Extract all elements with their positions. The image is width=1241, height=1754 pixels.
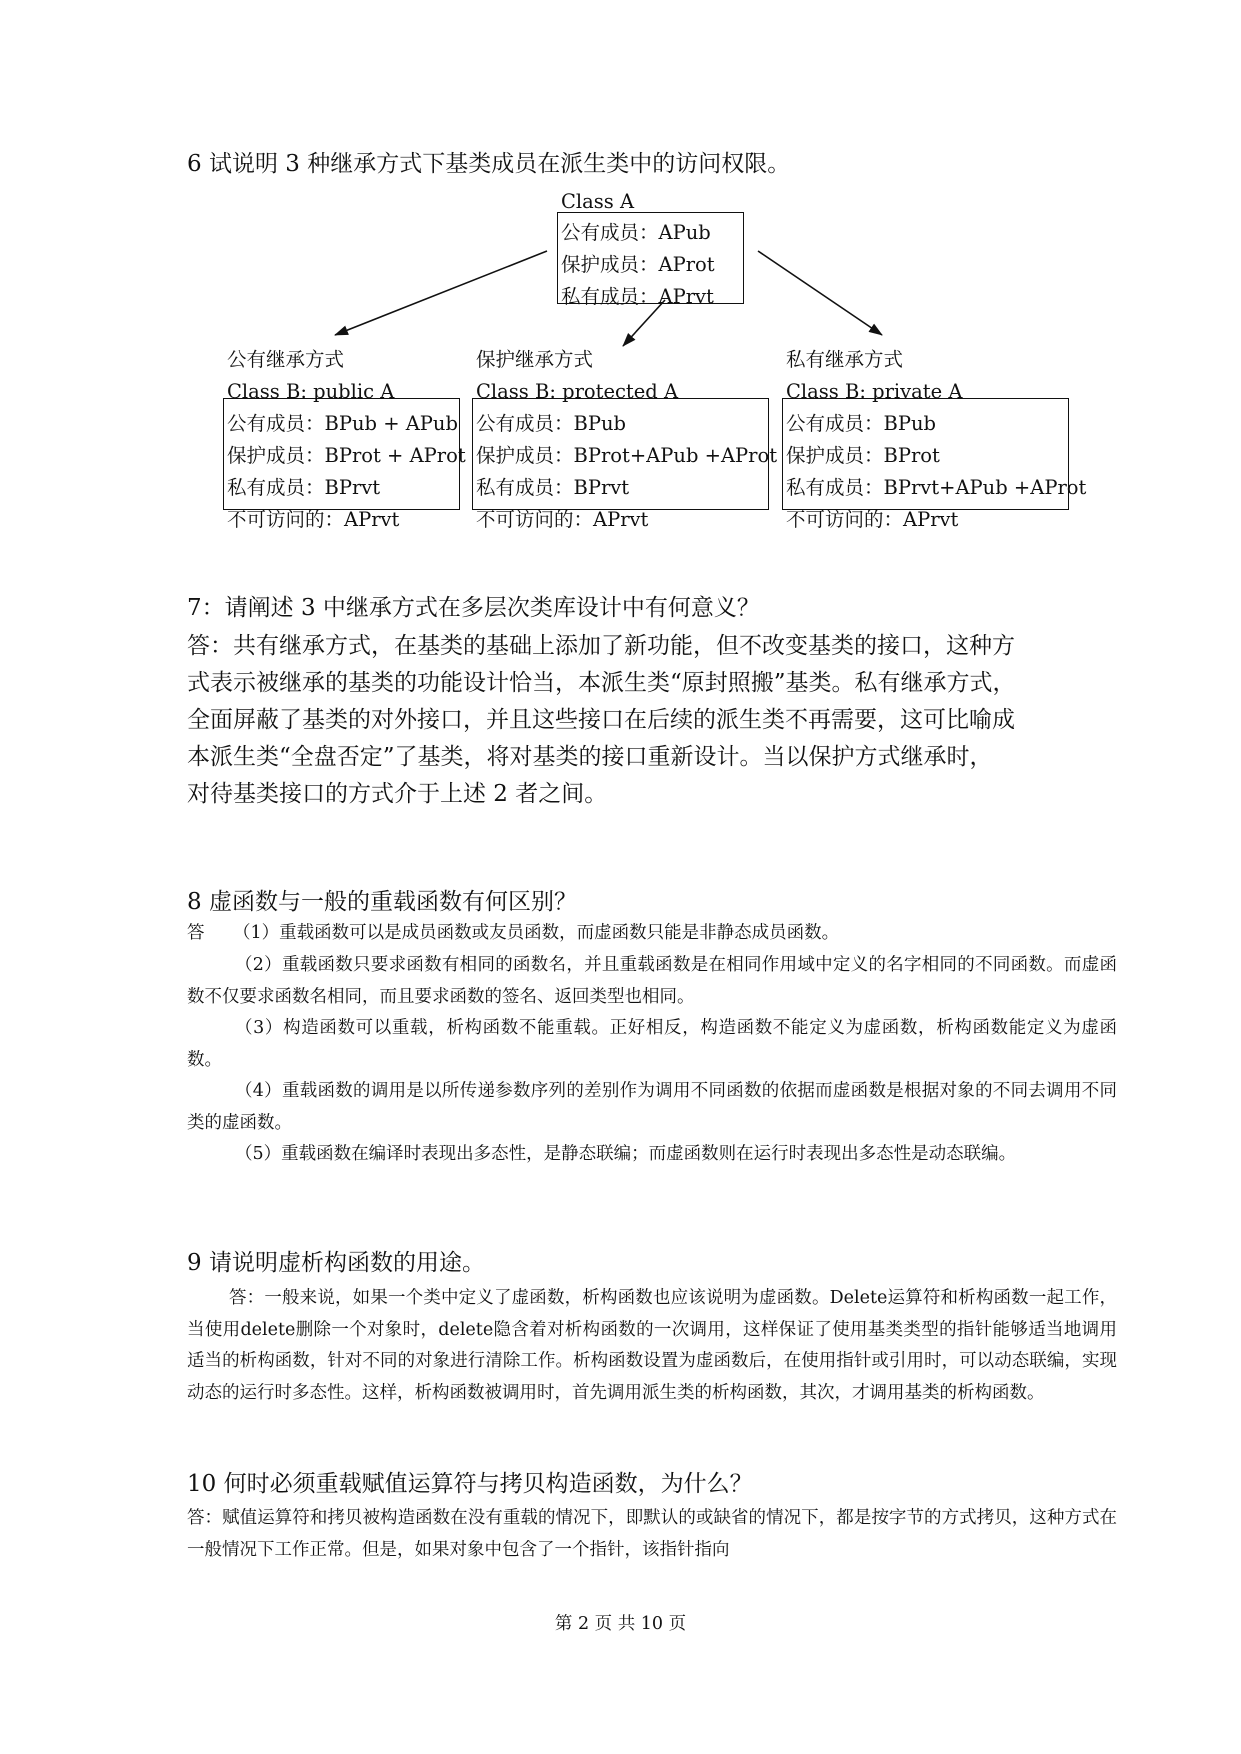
derived-protected-mode: 保护继承方式 — [476, 348, 594, 371]
q9-answer: 答：一般来说，如果一个类中定义了虚函数，析构函数也应该说明为虚函数。Delete运算符和析构函数一起工作，当使用delete删除一个对象时，delete隐含着对析构函数的一次调用，这样保证了使用基类类型的指针能够适当地调用适当的析构函数，针对不同的对象进行清除工作。析构函数设置为虚函数后，在使用指针或引用时，可以动态联编，实现动态的运行时多态性。这样，析构函数被调用时，首先调用派生类的析构函数，其次，才调用基类的析构函数。 — [187, 1288, 1117, 1403]
page-footer: 第 2 页 共 10 页 — [554, 1614, 687, 1634]
q8-point-4: （4）重载函数的调用是以所传递参数序列的差别作为调用不同函数的依据而虚函数是根据对象的不同去调用不同类的虚函数。 — [187, 1081, 1117, 1133]
q7-answer-line: 全面屏蔽了基类的对外接口，并且这些接口在后续的派生类不再需要，这可比喻成 — [187, 707, 1015, 733]
derived-public-class-label: Class B: public A — [227, 380, 395, 403]
q8-point-2: （2）重载函数只要求函数有相同的函数名，并且重载函数是在相同作用域中定义的名字相同的不同函数。而虚函数不仅要求函数名相同，而且要求函数的签名、返回类型也相同。 — [187, 955, 1117, 1007]
derived-private-private-members: 私有成员：BPrvt+APub +AProt — [786, 476, 1087, 499]
q8-answer-prefix: 答 — [187, 923, 205, 943]
q6-title: 6 试说明 3 种继承方式下基类成员在派生类中的访问权限。 — [187, 151, 791, 177]
derived-public-inaccessible: 不可访问的：APrvt — [227, 508, 400, 531]
derived-public-private-members: 私有成员：BPrvt — [227, 476, 381, 499]
q9-title: 9 请说明虚析构函数的用途。 — [187, 1250, 485, 1276]
q8-title: 8 虚函数与一般的重载函数有何区别？ — [187, 889, 577, 915]
derived-protected-public-members: 公有成员：BPub — [476, 412, 626, 435]
q7-answer-line: 答：共有继承方式，在基类的基础上添加了新功能，但不改变基类的接口，这种方 — [187, 633, 1015, 659]
q7-answer-line: 本派生类“全盘否定”了基类，将对基类的接口重新设计。当以保护方式继承时， — [187, 744, 993, 770]
base-class-label: Class A — [561, 190, 635, 213]
base-public-members: 公有成员：APub — [561, 221, 711, 244]
base-protected-members: 保护成员：AProt — [561, 253, 715, 276]
derived-public-protected-members: 保护成员：BProt + AProt — [227, 444, 466, 467]
q7-title: 7：请阐述 3 中继承方式在多层次类库设计中有何意义？ — [187, 595, 760, 621]
q7-answer-line: 对待基类接口的方式介于上述 2 者之间。 — [187, 781, 608, 807]
derived-public-mode: 公有继承方式 — [227, 348, 345, 371]
arrow-private — [758, 251, 882, 335]
q8-point-5: （5）重载函数在编译时表现出多态性，是静态联编；而虚函数则在运行时表现出多态性是动态联编。 — [235, 1144, 1017, 1164]
q10-answer: 答：赋值运算符和拷贝被构造函数在没有重载的情况下，即默认的或缺省的情况下，都是按字节的方式拷贝，这种方式在一般情况下工作正常。但是，如果对象中包含了一个指针，该指针指向 — [187, 1508, 1117, 1560]
derived-private-mode: 私有继承方式 — [786, 348, 904, 371]
q10-title: 10 何时必须重载赋值运算符与拷贝构造函数，为什么？ — [187, 1471, 753, 1497]
derived-private-inaccessible: 不可访问的：APrvt — [786, 508, 959, 531]
base-private-members: 私有成员：APrvt — [561, 285, 714, 308]
arrow-public — [335, 251, 547, 335]
derived-protected-class-label: Class B: protected A — [476, 380, 679, 403]
derived-public-public-members: 公有成员：BPub + APub — [227, 412, 458, 435]
derived-private-public-members: 公有成员：BPub — [786, 412, 936, 435]
derived-protected-inaccessible: 不可访问的：APrvt — [476, 508, 649, 531]
derived-private-protected-members: 保护成员：BProt — [786, 444, 940, 467]
q8-point-1: （1）重载函数可以是成员函数或友员函数，而虚函数只能是非静态成员函数。 — [233, 923, 840, 943]
derived-protected-protected-members: 保护成员：BProt+APub +AProt — [476, 444, 778, 467]
q7-answer-line: 式表示被继承的基类的功能设计恰当，本派生类“原封照搬”基类。私有继承方式， — [187, 670, 1016, 696]
derived-protected-private-members: 私有成员：BPrvt — [476, 476, 630, 499]
derived-private-class-label: Class B: private A — [786, 380, 963, 403]
q8-point-3: （3）构造函数可以重载，析构函数不能重载。正好相反，构造函数不能定义为虚函数，析构函数能定义为虚函数。 — [187, 1018, 1117, 1070]
